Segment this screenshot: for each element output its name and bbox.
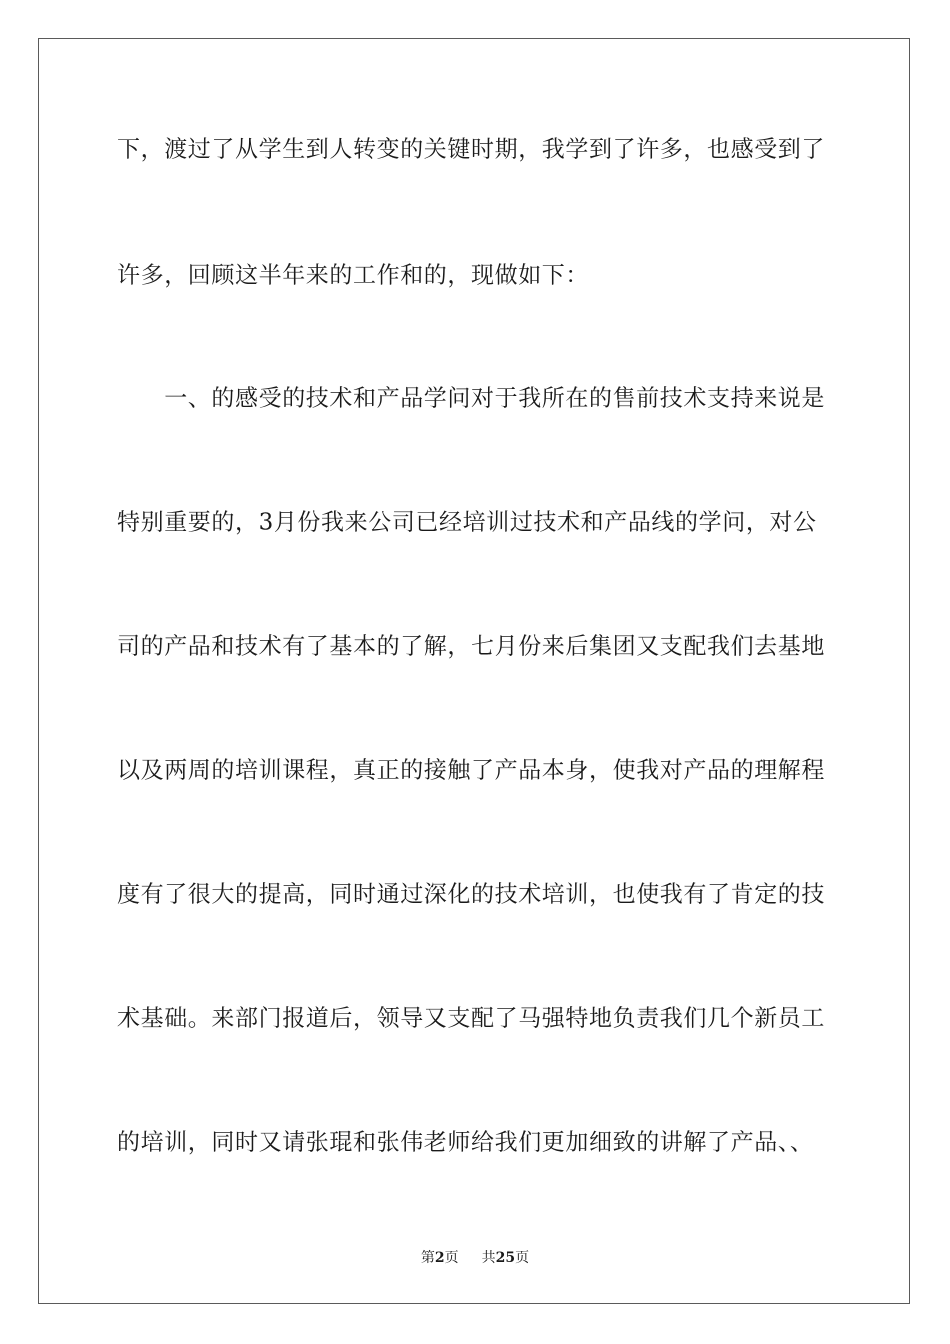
page-number-label [421,1250,463,1266]
text-line: 特别重要的，3月份我来公司已经培训过技术和产品线的学问，对公 [117,509,817,536]
total-pages: 25 [495,1250,516,1266]
page-prefix: 第 [420,1250,435,1266]
text-line: 下，渡过了从学生到人转变的关键时期，我学到了许多，也感受到了 [117,136,825,163]
text-line: 的培训，同时又请张琨和张伟老师给我们更加细致的讲解了产品、、 [117,1129,814,1156]
total-prefix: 共 [481,1250,496,1266]
page-number: 2 [434,1250,445,1266]
page-footer [0,1250,950,1266]
text-line: 术基础。来部门报道后，领导又支配了马强特地负责我们几个新员工 [117,1005,825,1032]
total-pages-label [482,1250,529,1266]
text-line: 司的产品和技术有了基本的了解，七月份来后集团又支配我们去基地 [117,633,825,660]
page-suffix: 页 [444,1250,459,1266]
page-border [38,38,910,1304]
text-line: 许多，回顾这半年来的工作和的，现做如下： [117,262,589,289]
text-line: 以及两周的培训课程，真正的接触了产品本身，使我对产品的理解程 [117,757,825,784]
total-suffix: 页 [515,1250,530,1266]
text-line: 一、的感受的技术和产品学问对于我所在的售前技术支持来说是 [117,385,825,412]
text-line: 度有了很大的提高，同时通过深化的技术培训，也使我有了肯定的技 [117,881,825,908]
